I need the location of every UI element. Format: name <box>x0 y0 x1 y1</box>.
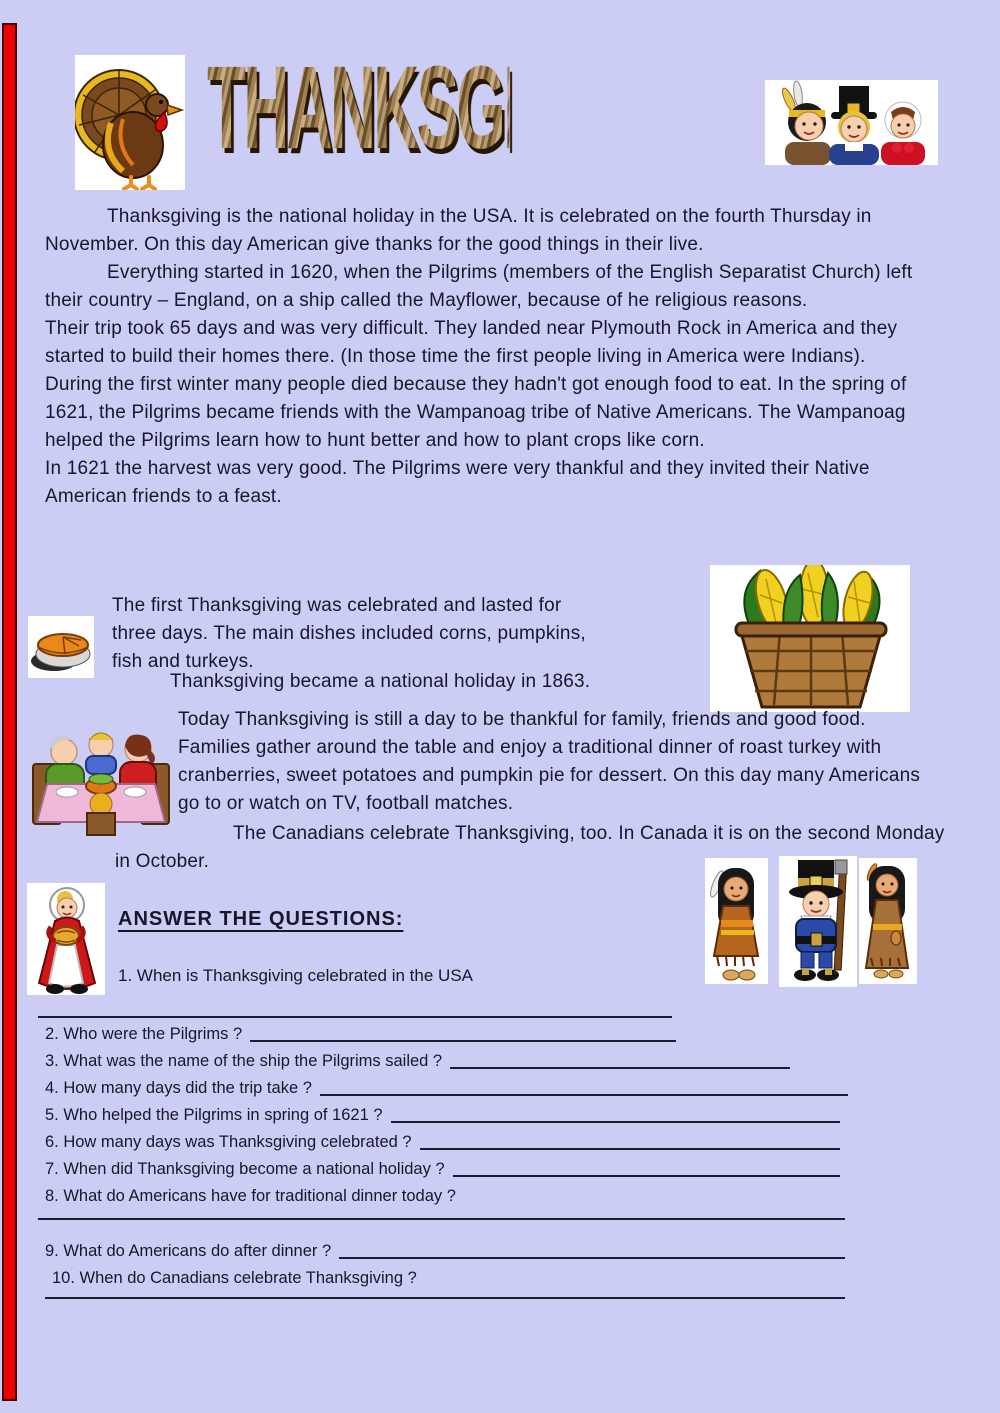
answer-blank-5[interactable] <box>391 1121 840 1123</box>
pilgrims-trio-icon <box>765 80 938 165</box>
paragraph-harvest: In 1621 the harvest was very good. The Pilgrims were very thankful and they invited their Native American friends to a feast. <box>45 458 870 507</box>
question-7: 7. When did Thanksgiving become a national holiday ? <box>45 1160 445 1178</box>
pumpkin-pie-image <box>28 616 94 678</box>
native-girl-icon <box>705 858 768 984</box>
question-9: 9. What do Americans do after dinner ? <box>45 1242 332 1260</box>
question-10: 10. When do Canadians celebrate Thanksgiving ? <box>52 1269 417 1287</box>
pilgrims-trio-image <box>765 80 938 165</box>
question-5-row <box>45 1104 840 1126</box>
answer-blank-7[interactable] <box>453 1175 840 1177</box>
question-4: 4. How many days did the trip take ? <box>45 1079 312 1097</box>
pilgrim-boy-image <box>779 856 857 987</box>
paragraph-first-thanksgiving: The first Thanksgiving was celebrated and lasted for three days. The main dishes included corns, pumpkins, fish and turkeys. <box>112 595 586 672</box>
answer-blank-3[interactable] <box>450 1067 790 1069</box>
pilgrim-woman-icon <box>27 883 105 995</box>
question-5: 5. Who helped the Pilgrims in spring of 1621 ? <box>45 1106 383 1124</box>
question-8: 8. What do Americans have for traditional dinner today ? <box>45 1187 456 1205</box>
answer-blank-9[interactable] <box>339 1257 845 1259</box>
paragraph-trip: Their trip took 65 days and was very difficult. They landed near Plymouth Rock in America and they started to build their homes there. (In those time the first people living in America were Indians). <box>45 318 898 367</box>
left-red-stripe <box>2 23 17 1401</box>
question-4-row <box>45 1077 848 1099</box>
page-title-text: THANKSGIVING <box>207 42 664 174</box>
paragraph-origins: Everything started in 1620, when the Pilgrims (members of the English Separatist Church) left their country – England, on a ship called the Mayflower, because of he religious reasons. <box>45 262 913 311</box>
paragraph-canada: The Canadians celebrate Thanksgiving, too. In Canada it is on the second Monday in October. <box>115 823 945 872</box>
paragraph-intro: Thanksgiving is the national holiday in the USA. It is celebrated on the fourth Thursday in November. On this day American give thanks for the good things in their live. <box>45 206 872 255</box>
question-6: 6. How many days was Thanksgiving celebrated ? <box>45 1133 412 1151</box>
turkey-icon <box>75 55 185 190</box>
question-3-row <box>45 1050 790 1072</box>
question-3: 3. What was the name of the ship the Pilgrims sailed ? <box>45 1052 443 1070</box>
question-2-row <box>45 1023 676 1045</box>
pumpkin-pie-icon <box>28 616 94 678</box>
story-text <box>45 203 955 511</box>
questions-heading: ANSWER THE QUESTIONS: <box>118 908 404 930</box>
question-8-row <box>45 1185 865 1207</box>
answer-blank-6[interactable] <box>420 1148 840 1150</box>
question-9-row <box>45 1240 845 1262</box>
paragraph-today: Today Thanksgiving is still a day to be thankful for family, friends and good food. Families gather around the table and enjoy a traditional dinner of roast turkey with cranberries, sweet potatoes and pumpkin pie for dessert. On this day many Americans go to or watch on TV, football matches. <box>178 709 921 814</box>
turkey-image <box>75 55 185 190</box>
answer-blank-1[interactable] <box>38 1016 672 1018</box>
native-woman-image <box>859 858 917 984</box>
native-girl-image <box>705 858 768 984</box>
answer-blank-8[interactable] <box>38 1218 845 1220</box>
pilgrim-woman-image <box>27 883 105 995</box>
answer-blank-4[interactable] <box>320 1094 848 1096</box>
question-10-row <box>52 1267 872 1289</box>
question-7-row <box>45 1158 840 1180</box>
native-woman-icon <box>859 858 917 984</box>
answer-blank-10[interactable] <box>45 1297 845 1299</box>
page-title <box>207 42 767 174</box>
question-6-row <box>45 1131 840 1153</box>
paragraph-national-holiday: Thanksgiving became a national holiday in 1863. <box>170 671 591 692</box>
question-2: 2. Who were the Pilgrims ? <box>45 1025 243 1043</box>
question-1: 1. When is Thanksgiving celebrated in the USA <box>118 966 473 985</box>
paragraph-winter: During the first winter many people died because they hadn't got enough food to eat. In the spring of 1621, the Pilgrims became friends with the Wampanoag tribe of Native Americans. The Wampanoag helped the Pilgrims learn how to hunt better and how to plant crops like corn. <box>45 374 907 451</box>
answer-blank-2[interactable] <box>250 1040 676 1042</box>
pilgrim-boy-icon <box>779 856 857 987</box>
